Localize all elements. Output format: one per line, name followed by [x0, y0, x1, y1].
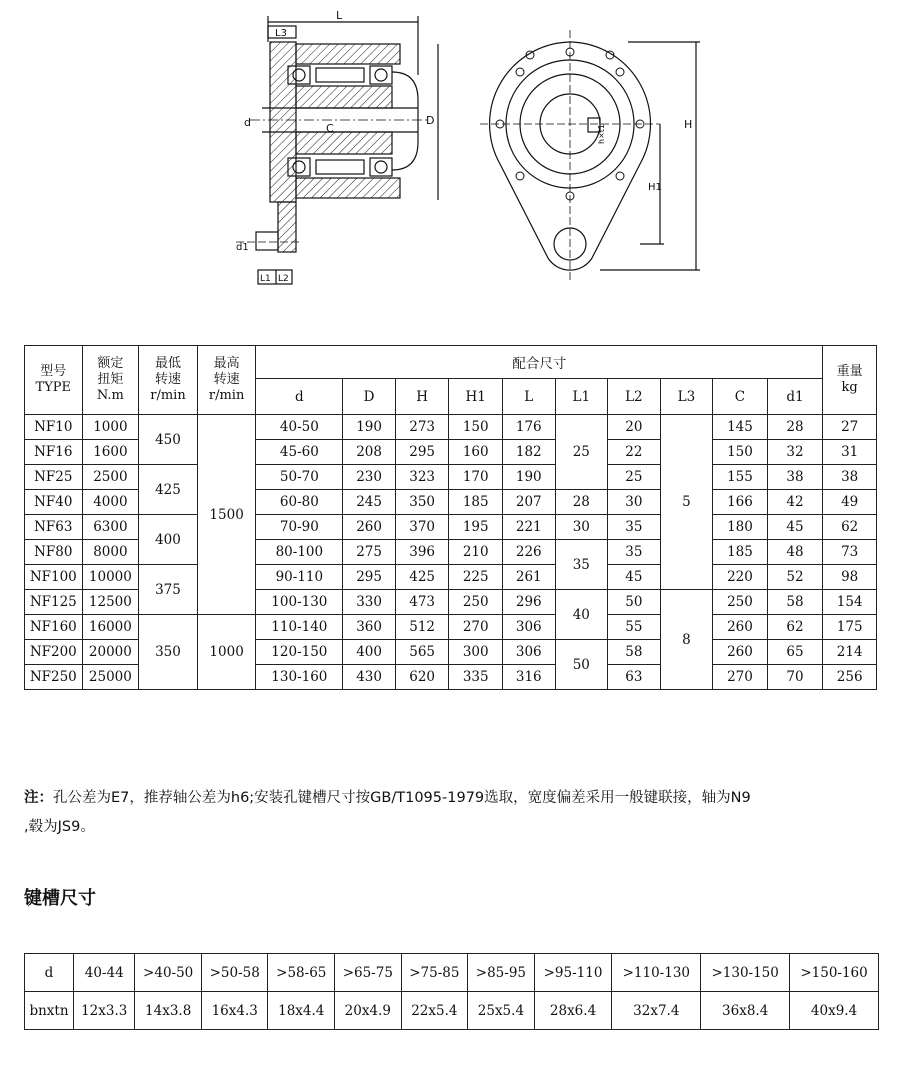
- cell-l: 176: [502, 415, 555, 440]
- dim-L2: L2: [278, 274, 289, 284]
- cell-d: 100-130: [256, 590, 343, 615]
- header-col-l3: L3: [660, 379, 713, 415]
- keyway-b-cell: 28x6.4: [534, 992, 612, 1030]
- keyway-title: 键槽尺寸: [24, 888, 96, 909]
- keyway-d-cell: >58-65: [268, 954, 335, 992]
- header-minspeed-1: 最低: [154, 356, 181, 371]
- cell-l: 306: [502, 615, 555, 640]
- cell-torque: 12500: [82, 590, 139, 615]
- cell-h: 473: [395, 590, 449, 615]
- cell-l: 182: [502, 440, 555, 465]
- cell-d: 90-110: [256, 565, 343, 590]
- cell-l1: 40: [555, 590, 608, 640]
- side-section-view: [236, 9, 438, 284]
- cell-l2: 22: [608, 440, 661, 465]
- cell-type: NF63: [25, 515, 83, 540]
- header-col-h: H: [395, 379, 449, 415]
- cell-kg: 62: [823, 515, 877, 540]
- header-weight: [823, 346, 877, 415]
- cell-d: 295: [343, 565, 396, 590]
- cell-d: 275: [343, 540, 396, 565]
- cell-h: 620: [395, 665, 449, 690]
- cell-kg: 49: [823, 490, 877, 515]
- keyway-d-cell: >75-85: [401, 954, 468, 992]
- table-row: [25, 465, 877, 490]
- cell-h1: 335: [449, 665, 503, 690]
- cell-d: 80-100: [256, 540, 343, 565]
- dim-d: d: [244, 116, 251, 129]
- header-col-d1: d1: [767, 379, 823, 415]
- cell-d1: 28: [767, 415, 823, 440]
- cell-d: 70-90: [256, 515, 343, 540]
- cell-h1: 210: [449, 540, 503, 565]
- dim-H: H: [684, 118, 693, 131]
- table-row: [25, 515, 877, 540]
- cell-h: 273: [395, 415, 449, 440]
- cell-torque: 25000: [82, 665, 139, 690]
- keyway-b-cell: 20x4.9: [335, 992, 402, 1030]
- cell-d1: 42: [767, 490, 823, 515]
- note: [24, 784, 884, 842]
- cell-torque: 10000: [82, 565, 139, 590]
- cell-d: 260: [343, 515, 396, 540]
- header-weight-1: 重量: [836, 364, 863, 379]
- cell-type: NF100: [25, 565, 83, 590]
- cell-l2: 35: [608, 540, 661, 565]
- cell-l2: 63: [608, 665, 661, 690]
- cell-min-speed: 400: [139, 515, 198, 565]
- cell-d: 245: [343, 490, 396, 515]
- cell-d1: 62: [767, 615, 823, 640]
- header-fit-dims: 配合尺寸: [256, 346, 823, 379]
- keyway-d-cell: 40-44: [74, 954, 135, 992]
- cell-type: NF250: [25, 665, 83, 690]
- cell-h1: 170: [449, 465, 503, 490]
- cell-h1: 185: [449, 490, 503, 515]
- cell-kg: 31: [823, 440, 877, 465]
- cell-h: 425: [395, 565, 449, 590]
- dim-H1: H1: [648, 182, 662, 193]
- cell-d: 60-80: [256, 490, 343, 515]
- cell-l1: 35: [555, 540, 608, 590]
- cell-type: NF160: [25, 615, 83, 640]
- keyway-b-cell: 12x3.3: [74, 992, 135, 1030]
- header-type-cn: 型号: [40, 364, 67, 379]
- dim-L3: L3: [275, 28, 287, 39]
- cell-d: 110-140: [256, 615, 343, 640]
- cell-min-speed: 350: [139, 615, 198, 690]
- keyway-d-cell: >65-75: [335, 954, 402, 992]
- cell-c: 166: [713, 490, 768, 515]
- table-row: [25, 565, 877, 590]
- cell-type: NF16: [25, 440, 83, 465]
- header-maxspeed-1: 最高: [213, 356, 240, 371]
- cell-h1: 300: [449, 640, 503, 665]
- cell-d1: 48: [767, 540, 823, 565]
- cell-d: 40-50: [256, 415, 343, 440]
- cell-c: 185: [713, 540, 768, 565]
- cell-l: 207: [502, 490, 555, 515]
- cell-c: 220: [713, 565, 768, 590]
- header-minspeed-unit: r/min: [150, 388, 186, 403]
- cell-l3: 5: [660, 415, 713, 590]
- header-maxspeed-2: 转速: [213, 372, 240, 387]
- cell-c: 250: [713, 590, 768, 615]
- keyway-d-cell: >85-95: [468, 954, 535, 992]
- keyway-b-cell: 14x3.8: [135, 992, 202, 1030]
- cell-type: NF200: [25, 640, 83, 665]
- front-view: [480, 30, 700, 280]
- dim-D: D: [426, 114, 435, 127]
- cell-l: 306: [502, 640, 555, 665]
- keyway-b-label: bnxtn: [25, 992, 74, 1030]
- cell-h1: 250: [449, 590, 503, 615]
- cell-c: 260: [713, 640, 768, 665]
- dim-d1: d1: [236, 242, 249, 253]
- header-col-l2: L2: [608, 379, 661, 415]
- cell-l2: 58: [608, 640, 661, 665]
- cell-d: 130-160: [256, 665, 343, 690]
- cell-h: 323: [395, 465, 449, 490]
- cell-l1: 25: [555, 415, 608, 490]
- keyway-d-cell: >130-150: [701, 954, 790, 992]
- cell-h1: 225: [449, 565, 503, 590]
- cell-d1: 38: [767, 465, 823, 490]
- header-type: [25, 346, 83, 415]
- header-max-speed: [197, 346, 256, 415]
- cell-d: 208: [343, 440, 396, 465]
- cell-l2: 20: [608, 415, 661, 440]
- header-col-d: d: [256, 379, 343, 415]
- cell-torque: 6300: [82, 515, 139, 540]
- cell-c: 270: [713, 665, 768, 690]
- cell-l: 316: [502, 665, 555, 690]
- header-weight-unit: kg: [841, 380, 858, 395]
- dim-C: C: [326, 122, 334, 135]
- cell-kg: 38: [823, 465, 877, 490]
- header-col-d: D: [343, 379, 396, 415]
- cell-kg: 256: [823, 665, 877, 690]
- header-torque-unit: N.m: [96, 388, 124, 403]
- cell-kg: 98: [823, 565, 877, 590]
- cell-d: 50-70: [256, 465, 343, 490]
- header-torque-2: 扭矩: [97, 372, 124, 387]
- cell-l1: 50: [555, 640, 608, 690]
- cell-l: 261: [502, 565, 555, 590]
- table-row: [25, 415, 877, 440]
- cell-kg: 27: [823, 415, 877, 440]
- cell-d1: 45: [767, 515, 823, 540]
- header-minspeed-2: 转速: [154, 372, 181, 387]
- cell-l1: 30: [555, 515, 608, 540]
- cell-h1: 160: [449, 440, 503, 465]
- cell-h1: 270: [449, 615, 503, 640]
- cell-max-speed: 1500: [197, 415, 256, 615]
- keyway-d-cell: >110-130: [612, 954, 701, 992]
- cell-d: 330: [343, 590, 396, 615]
- cell-min-speed: 450: [139, 415, 198, 465]
- cell-type: NF125: [25, 590, 83, 615]
- cell-l2: 25: [608, 465, 661, 490]
- cell-l2: 30: [608, 490, 661, 515]
- cell-min-speed: 375: [139, 565, 198, 615]
- header-col-h1: H1: [449, 379, 503, 415]
- keyway-b-cell: 40x9.4: [790, 992, 879, 1030]
- cell-c: 180: [713, 515, 768, 540]
- cell-c: 145: [713, 415, 768, 440]
- header-min-speed: [139, 346, 198, 415]
- keyway-d-label: d: [25, 954, 74, 992]
- cell-h1: 150: [449, 415, 503, 440]
- header-type-en: TYPE: [35, 380, 72, 395]
- cell-l: 296: [502, 590, 555, 615]
- note-prefix: 注：: [24, 790, 53, 806]
- cell-d1: 32: [767, 440, 823, 465]
- cell-d: 45-60: [256, 440, 343, 465]
- cell-type: NF80: [25, 540, 83, 565]
- cell-torque: 2500: [82, 465, 139, 490]
- cell-kg: 214: [823, 640, 877, 665]
- cell-type: NF25: [25, 465, 83, 490]
- keyway-d-cell: >95-110: [534, 954, 612, 992]
- cell-l3: 8: [660, 590, 713, 690]
- cell-c: 155: [713, 465, 768, 490]
- header-torque: [82, 346, 139, 415]
- dim-hxt1: h×t1: [597, 124, 606, 144]
- cell-d: 120-150: [256, 640, 343, 665]
- cell-l2: 50: [608, 590, 661, 615]
- cell-h: 396: [395, 540, 449, 565]
- header-maxspeed-unit: r/min: [208, 388, 245, 403]
- cell-h: 370: [395, 515, 449, 540]
- table-row: [25, 615, 877, 640]
- cell-torque: 1600: [82, 440, 139, 465]
- cell-l1: 28: [555, 490, 608, 515]
- cell-l2: 45: [608, 565, 661, 590]
- keyway-b-cell: 25x5.4: [468, 992, 535, 1030]
- cell-d: 430: [343, 665, 396, 690]
- cell-h: 565: [395, 640, 449, 665]
- keyway-b-cell: 36x8.4: [701, 992, 790, 1030]
- cell-l2: 55: [608, 615, 661, 640]
- cell-l: 226: [502, 540, 555, 565]
- cell-l: 221: [502, 515, 555, 540]
- header-col-c: C: [713, 379, 768, 415]
- cell-h: 512: [395, 615, 449, 640]
- keyway-b-cell: 18x4.4: [268, 992, 335, 1030]
- cell-d: 400: [343, 640, 396, 665]
- note-text-2: ,毂为JS9。: [24, 819, 95, 835]
- cell-type: NF10: [25, 415, 83, 440]
- cell-min-speed: 425: [139, 465, 198, 515]
- technical-drawing: [0, 0, 900, 300]
- header-torque-1: 额定: [97, 356, 124, 371]
- cell-d1: 58: [767, 590, 823, 615]
- cell-torque: 4000: [82, 490, 139, 515]
- cell-torque: 20000: [82, 640, 139, 665]
- note-text: 孔公差为E7，推荐轴公差为h6;安装孔键槽尺寸按GB/T1095-1979选取，宽度偏差采用一般键联接，轴为N9: [53, 790, 751, 806]
- keyway-d-cell: >50-58: [201, 954, 268, 992]
- cell-torque: 8000: [82, 540, 139, 565]
- cell-torque: 1000: [82, 415, 139, 440]
- keyway-b-cell: 32x7.4: [612, 992, 701, 1030]
- cell-l2: 35: [608, 515, 661, 540]
- header-col-l: L: [502, 379, 555, 415]
- keyway-b-cell: 22x5.4: [401, 992, 468, 1030]
- cell-d: 230: [343, 465, 396, 490]
- cell-d: 190: [343, 415, 396, 440]
- cell-type: NF40: [25, 490, 83, 515]
- cell-c: 150: [713, 440, 768, 465]
- header-col-l1: L1: [555, 379, 608, 415]
- cell-d1: 65: [767, 640, 823, 665]
- cell-torque: 16000: [82, 615, 139, 640]
- cell-d1: 70: [767, 665, 823, 690]
- keyway-d-cell: >150-160: [790, 954, 879, 992]
- dim-L: L: [336, 9, 343, 22]
- cell-d: 360: [343, 615, 396, 640]
- keyway-b-cell: 16x4.3: [201, 992, 268, 1030]
- cell-h1: 195: [449, 515, 503, 540]
- cell-d1: 52: [767, 565, 823, 590]
- keyway-table: [24, 953, 879, 1030]
- dim-L1: L1: [260, 274, 271, 284]
- cell-h: 350: [395, 490, 449, 515]
- cell-kg: 175: [823, 615, 877, 640]
- cell-l: 190: [502, 465, 555, 490]
- spec-table: [24, 345, 877, 690]
- cell-kg: 73: [823, 540, 877, 565]
- cell-kg: 154: [823, 590, 877, 615]
- cell-max-speed: 1000: [197, 615, 256, 690]
- cell-h: 295: [395, 440, 449, 465]
- cell-c: 260: [713, 615, 768, 640]
- keyway-d-cell: >40-50: [135, 954, 202, 992]
